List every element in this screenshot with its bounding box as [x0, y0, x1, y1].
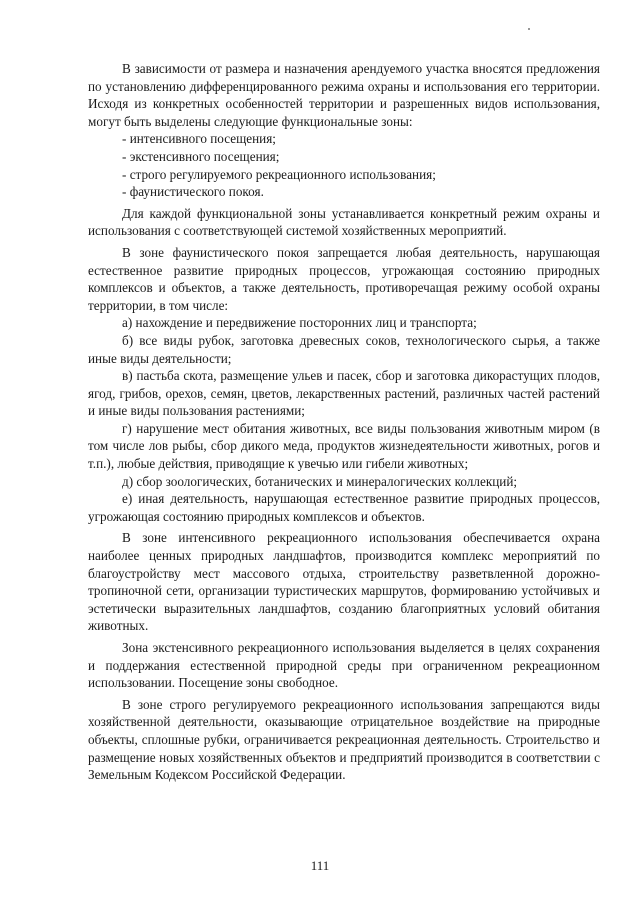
list-item-zone-strict: - строго регулируемого рекреационного использования;: [122, 166, 436, 182]
list-item-a: а) нахождение и передвижение посторонних лиц и транспорта;: [122, 315, 477, 331]
page-number: 111: [310, 858, 330, 873]
paragraph-intro: В зависимости от размера и назначения арендуемого участка вносятся предложения по установлению дифференцированного режима охраны и использования его территории. Исходя из конкретных особенностей территории и разрешенных видов использования, могут быть выделены следующие функциональные зоны:: [88, 61, 600, 129]
list-item-zone-faunistic: - фаунистического покоя.: [122, 184, 264, 200]
paragraph-regime: Для каждой функциональной зоны устанавливается конкретный режим охраны и использования с соответствующей системой хозяйственных мероприятий.: [88, 205, 600, 239]
list-item-zone-extensive: - экстенсивного посещения;: [122, 148, 280, 164]
scan-speck: [528, 28, 530, 30]
list-item-b: б) все виды рубок, заготовка древесных соков, технологического сырья, а также иные виды деятельности;: [88, 332, 600, 366]
list-item-d: д) сбор зоологических, ботанических и минералогических коллекций;: [122, 473, 518, 489]
list-item-zone-intensive: - интенсивного посещения;: [122, 131, 276, 147]
list-item-v: в) пастьба скота, размещение ульев и пасек, сбор и заготовка дикорастущих плодов, ягод, грибов, орехов, семян, цветов, лекарственных растений, различных частей растений и иные виды пользования растениями;: [88, 368, 600, 419]
paragraph-faunistic-zone: В зоне фаунистического покоя запрещается любая деятельность, нарушающая естественное развитие природных процессов, угрожающая состоянию природных комплексов и объектов, а также деятельность, противоречащая режиму особой охраны территории, в том числе:: [88, 244, 600, 313]
paragraph-strict-zone: В зоне строго регулируемого рекреационного использования запрещаются виды хозяйственной деятельности, оказывающие отрицательное воздействие на природные объекты, сплошные рубки, ограничивается рекреационная деятельность. Строительство и размещение новых хозяйственных объектов и предприятий производится в соответствии с Земельным Кодексом Российской Федерации.: [88, 696, 600, 783]
paragraph-intensive-zone: В зоне интенсивного рекреационного использования обеспечивается охрана наиболее ценных природных ландшафтов, производится комплекс мероприятий по благоустройству мест массового отдыха, строительству разветвленной дорожно-тропиночной сети, организации туристических маршрутов, формированию устойчивых и эстетически выразительных ландшафтов, созданию благоприятных условий обитания животных.: [88, 530, 600, 634]
list-item-e: е) иная деятельность, нарушающая естественное развитие природных процессов, угрожающая состоянию природных комплексов и объектов.: [88, 491, 600, 524]
document-body: [88, 60, 600, 784]
paragraph-extensive-zone: Зона экстенсивного рекреационного использования выделяется в целях сохранения и поддержания естественной природной среды при ограниченном рекреационном использовании. Посещение зоны свободное.: [88, 640, 600, 691]
list-item-g: г) нарушение мест обитания животных, все виды пользования животным миром (в том числе лов рыбы, сбор дикого меда, продуктов жизнедеятельности животных, рогов и т.п.), любые действия, приводящие к увечью или гибели животных;: [88, 420, 600, 472]
